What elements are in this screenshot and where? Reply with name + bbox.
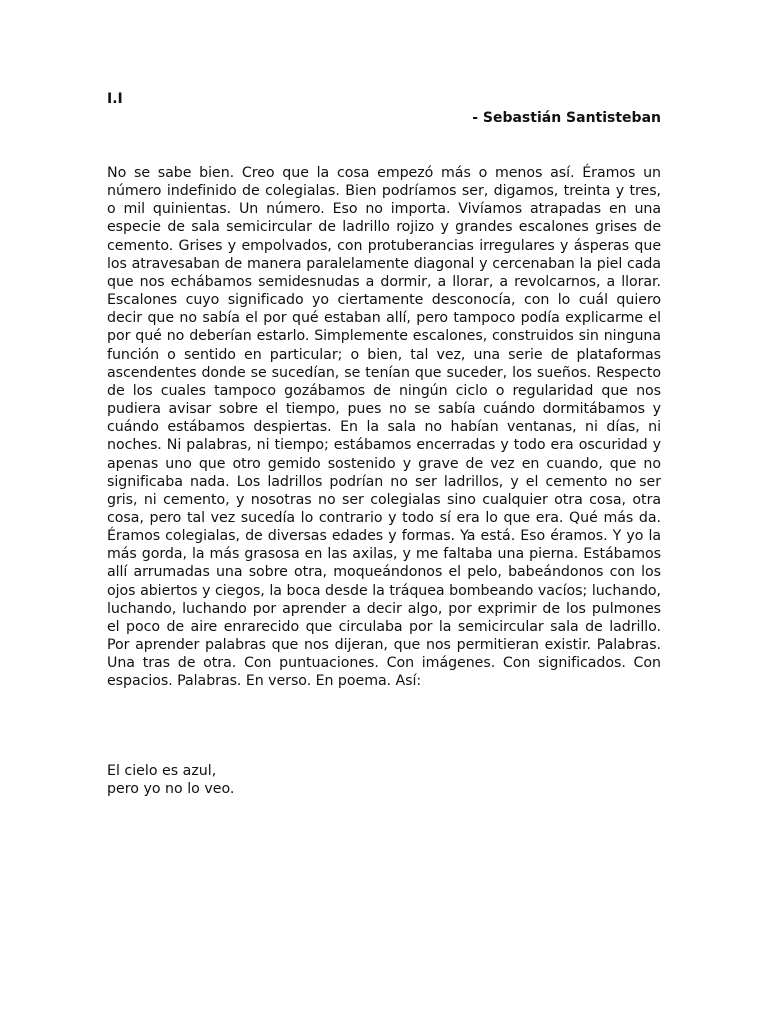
document-page <box>107 0 661 1024</box>
body-paragraph: No se sabe bien. Creo que la cosa empezó más o menos así. Éramos un número indefinido de colegialas. Bien podríamos ser, digamos, treinta y tres, o mil quinientas. Un número. Eso no importa. Vivíamos atrapadas en una especie de sala semicircular de ladrillo rojizo y grandes escalones grises de cemento. Grises y empolvados, con protuberancias irregulares y ásperas que los atravesaban de manera paralelamente diagonal y cercenaban la piel cada que nos echábamos semidesnudas a dormir, a llorar, a revolcarnos, a llorar. Escalones cuyo significado yo ciertamente desconocía, con lo cuál quiero decir que no sabía el por qué estaban allí, pero tampoco podía explicarme el por qué no deberían estarlo. Simplemente escalones, construidos sin ninguna función o sentido en particular; o bien, tal vez, una serie de plataformas ascendentes donde se sucedían, se tenían que suceder, los sueños. Respecto de los cuales tampoco gozábamos de ningún ciclo o regularidad que nos pudiera avisar sobre el tiempo, pues no se sabía cuándo dormitábamos y cuándo estábamos despiertas. En la sala no habían ventanas, ni días, ni noches. Ni palabras, ni tiempo; estábamos encerradas y todo era oscuridad y apenas uno que otro gemido sostenido y grave de vez en cuando, que no significaba nada. Los ladrillos podrían no ser ladrillos, y el cemento no ser gris, ni cemento, y nosotras no ser colegialas sino cualquier otra cosa, otra cosa, pero tal vez sucedía lo contrario y todo sí era lo que era. Qué más da. Éramos colegialas, de diversas edades y formas. Ya está. Eso éramos. Y yo la más gorda, la más grasosa en las axilas, y me faltaba una pierna. Estábamos allí arrumadas una sobre otra, moqueándonos el pelo, babeándonos con los ojos abiertos y ciegos, la boca desde la tráquea bombeando vacíos; luchando, luchando, luchando por aprender a decir algo, por exprimir de los pulmones el poco de aire enrarecido que circulaba por la semicircular sala de ladrillo. Por aprender palabras que nos dijeran, que nos permitieran existir. Palabras. Una tras de otra. Con puntuaciones. Con imágenes. Con significados. Con espacios. Palabras. En verso. En poema. Así: <box>107 165 661 690</box>
author-byline: - Sebastián Santisteban <box>472 110 661 126</box>
poem-stanza <box>107 762 234 798</box>
section-number: I.I <box>107 91 123 107</box>
poem-line: El cielo es azul, <box>107 763 217 779</box>
poem-line: pero yo no lo veo. <box>107 781 235 798</box>
